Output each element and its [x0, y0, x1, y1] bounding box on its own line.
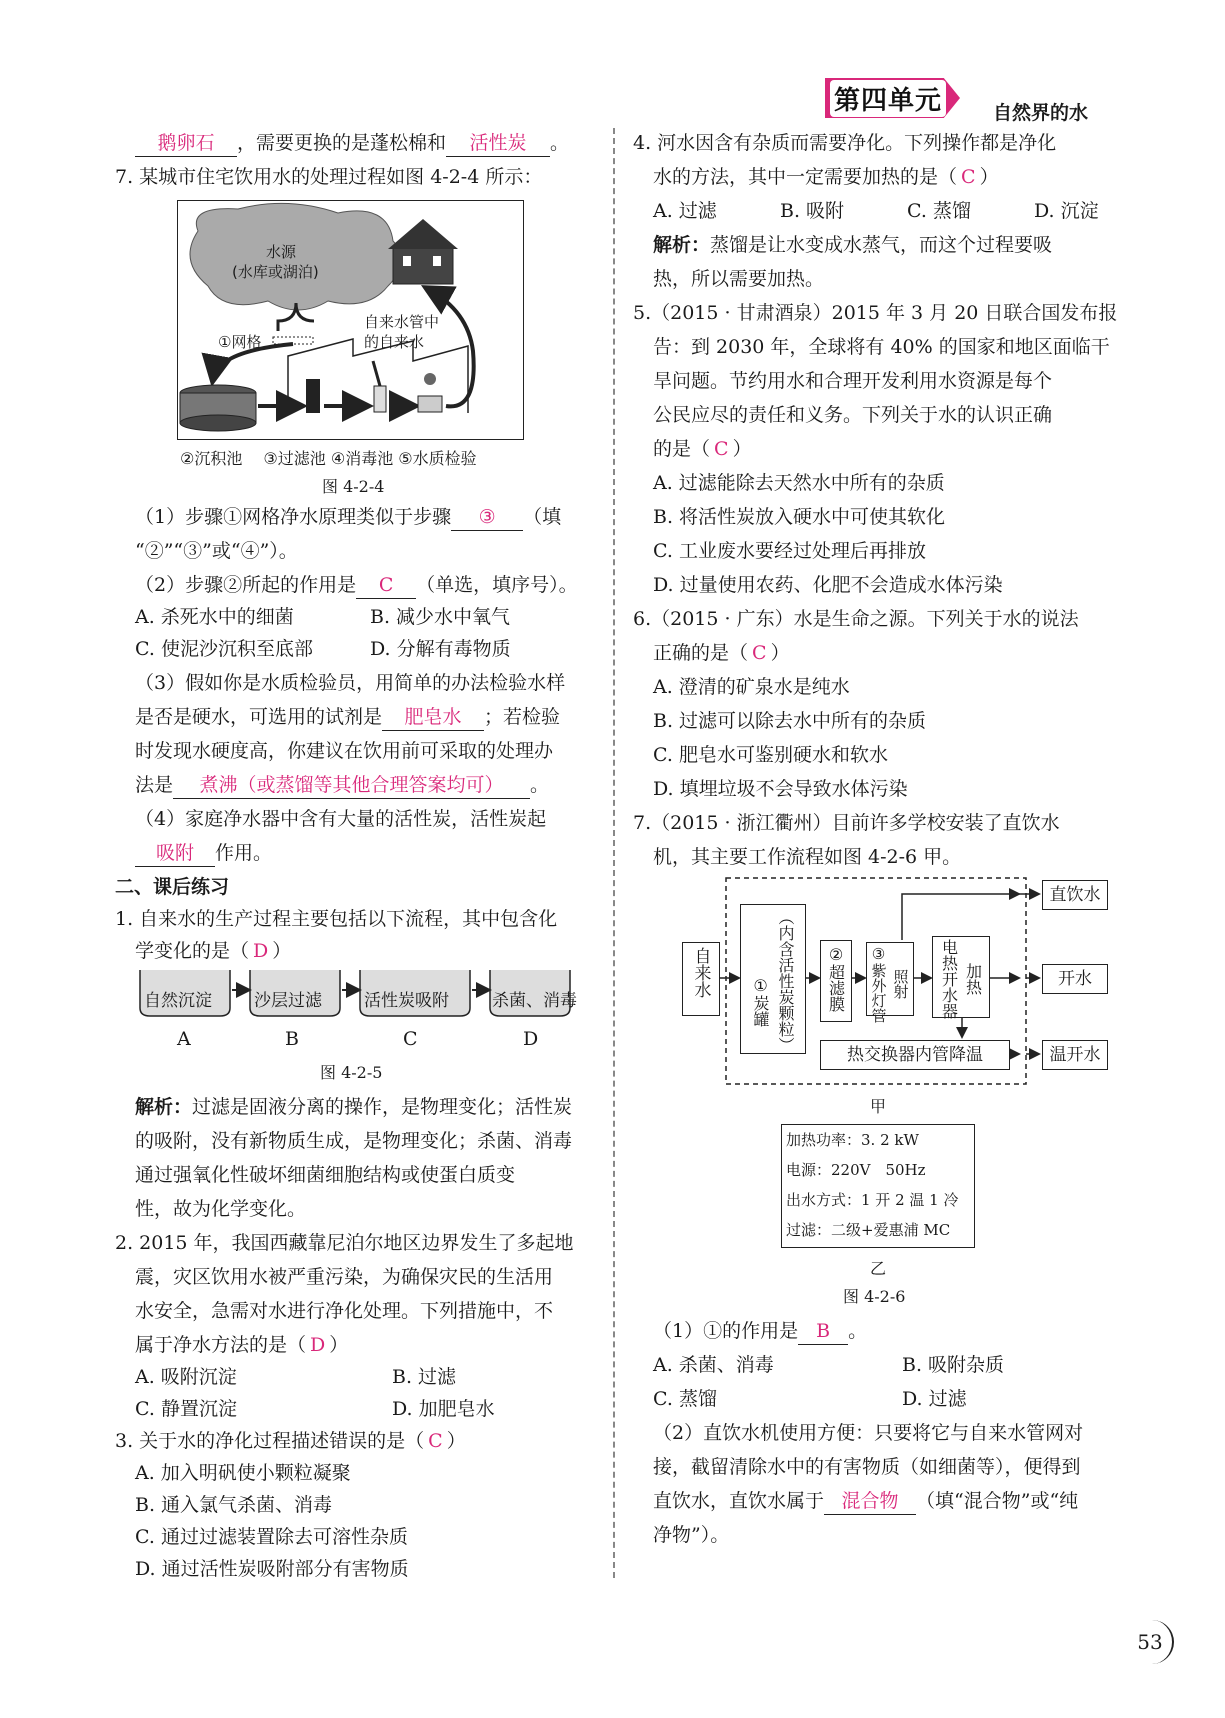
uv-lamp-box: 照射 ③紫外灯管	[866, 942, 914, 1016]
grid-label: ①网格	[218, 333, 262, 351]
heat-exchanger-box: 热交换器内管降温	[820, 1040, 1010, 1070]
option-d: D. 加肥皂水	[392, 1398, 495, 1420]
k2-line2: 震，灾区饮用水被严重污染，为确保灾民的生活用	[135, 1266, 554, 1288]
k1-line1: 1. 自来水的生产过程主要包括以下流程，其中包含化	[115, 908, 558, 930]
spec-row: 出水方式：1 开 2 温 1 冷	[786, 1191, 959, 1209]
k4-explanation-1: 解析：蒸馏是让水变成水蒸气，而这个过程要吸	[653, 234, 1053, 256]
p3-line3: 时发现水硬度高，你建议在饮用前可采取的处理办	[135, 740, 554, 762]
answer-blank: 吸附	[135, 840, 215, 867]
p3-line4: 法是 煮沸（或蒸馏等其他合理答案均可） 。	[135, 772, 549, 799]
answer-blank: 煮沸（或蒸馏等其他合理答案均可）	[173, 772, 530, 799]
s2-line3: 直饮水，直饮水属于 混合物 （填“混合物”或“纯	[653, 1488, 1078, 1515]
figure-4-2-4	[177, 200, 524, 440]
k4-line1: 4. 河水因含有杂质而需要净化。下列操作都是净化	[633, 132, 1057, 154]
q7-stem: 7. 某城市住宅饮用水的处理过程如图 4-2-4 所示：	[115, 166, 543, 188]
k5-line5: 的是（ C ）	[653, 438, 752, 460]
s2-line1: （2）直饮水机使用方便：只要将它与自来水管网对	[653, 1422, 1084, 1444]
carbon-tank-box: （内含活性炭颗粒） ①炭罐	[740, 904, 806, 1054]
option-b: B. 减少水中氧气	[370, 606, 511, 628]
answer-blank: B	[798, 1318, 848, 1345]
option-d: D. 过量使用农药、化肥不会造成水体污染	[653, 574, 1003, 596]
page-number: 53	[1128, 1620, 1174, 1664]
k7-line2: 机，其主要工作流程如图 4-2-6 甲。	[653, 846, 962, 868]
step-letter: A	[177, 1028, 191, 1050]
figure-4-2-5-caption: 图 4-2-5	[320, 1063, 383, 1082]
step-label: 自然沉淀	[144, 991, 212, 1011]
option-a: A. 加入明矾使小颗粒凝聚	[135, 1462, 351, 1484]
pipe-label-2: 的自来水	[364, 333, 425, 351]
spec-table	[781, 1124, 975, 1248]
k2-line3: 水安全，急需对水进行净化处理。下列措施中，不	[135, 1300, 554, 1322]
section-heading: 二、课后练习	[115, 876, 230, 898]
k5-line1: 5.（2015 · 甘肃酒泉）2015 年 3 月 20 日联合国发布报	[633, 302, 1118, 324]
option-a: A. 过滤	[653, 200, 717, 222]
water-treatment-diagram	[178, 201, 523, 439]
output-warm-box: 温开水	[1042, 1040, 1108, 1070]
option-c: C. 通过过滤装置除去可溶性杂质	[135, 1526, 408, 1548]
option-c: C. 使泥沙沉积至底部	[135, 638, 313, 660]
figure-jia-label: 甲	[870, 1097, 887, 1116]
option-a: A. 澄清的矿泉水是纯水	[653, 676, 850, 698]
p1-line1: （1）步骤①网格净水原理类似于步骤 ③ （填	[135, 504, 561, 531]
option-c: C. 静置沉淀	[135, 1398, 237, 1420]
spec-row: 加热功率：3. 2 kW	[786, 1131, 919, 1149]
k1-line2: 学变化的是（ D ）	[135, 940, 292, 962]
option-c: C. 蒸馏	[653, 1388, 717, 1410]
step-label: 活性炭吸附	[364, 991, 449, 1011]
figure-yi-label: 乙	[870, 1259, 887, 1278]
k5-line4: 公民应尽的责任和义务。下列关于水的认识正确	[653, 404, 1053, 426]
s2-line2: 接，截留清除水中的有害物质（如细菌等），便得到	[653, 1456, 1081, 1478]
option-b: B. 将活性炭放入硬水中可使其软化	[653, 506, 946, 528]
s2-line4: 净物”）。	[653, 1524, 730, 1546]
figure-4-2-6-flow	[680, 876, 1146, 1086]
k1-explanation-3: 通过强氧化性破坏细菌细胞结构或使蛋白质变	[135, 1164, 516, 1186]
ultrafiltration-box: ②超滤膜	[820, 940, 852, 1022]
option-a: A. 过滤能除去天然水中所有的杂质	[653, 472, 945, 494]
k3-stem: 3. 关于水的净化过程描述错误的是（ C ）	[115, 1430, 466, 1452]
option-c: C. 蒸馏	[907, 200, 971, 222]
inlet-box: 自来水	[682, 942, 720, 1016]
answer-blank: 鹅卵石	[135, 130, 237, 157]
option-a: A. 杀死水中的细菌	[135, 606, 294, 628]
k4-line2: 水的方法，其中一定需要加热的是（ C ）	[653, 166, 999, 188]
option-d: D. 过滤	[902, 1388, 967, 1410]
spec-row: 过滤：二级+爱惠浦 MC	[786, 1221, 951, 1239]
left-line-1: 鹅卵石 ，需要更换的是蓬松棉和 活性炭 。	[135, 130, 569, 157]
figure-4-2-4-caption: 图 4-2-4	[322, 477, 385, 496]
spec-row: 电源：220V 50Hz	[786, 1161, 926, 1179]
answer-blank: C	[356, 572, 416, 599]
p1-line2: “②”“③”或“④”）。	[135, 540, 298, 562]
option-a: A. 杀菌、消毒	[653, 1354, 774, 1376]
answer-blank: ③	[451, 504, 523, 531]
option-d: D. 通过活性炭吸附部分有害物质	[135, 1558, 409, 1580]
step-letter: B	[285, 1028, 299, 1050]
column-divider	[613, 128, 615, 1578]
k7-line1: 7.（2015 · 浙江衢州）目前许多学校安装了直饮水	[633, 812, 1060, 834]
unit-subtitle: 自然界的水	[993, 102, 1089, 124]
answer-blank: 活性炭	[446, 130, 550, 157]
answer-blank: 肥皂水	[382, 704, 484, 731]
figure-4-2-4-labels: ②沉积池 ③过滤池 ④消毒池 ⑤水质检验	[180, 449, 477, 468]
p4-line1: （4）家庭净水器中含有大量的活性炭，活性炭起	[135, 808, 547, 830]
option-a: A. 吸附沉淀	[135, 1366, 237, 1388]
k2-line4: 属于净水方法的是（ D ）	[135, 1334, 349, 1356]
option-c: C. 工业废水要经过处理后再排放	[653, 540, 926, 562]
p3-line2: 是否是硬水，可选用的试剂是 肥皂水 ；若检验	[135, 704, 560, 731]
heater-box: 加热 电热开水器	[932, 936, 990, 1018]
step-label: 杀菌、消毒	[492, 991, 577, 1011]
k6-line2: 正确的是（ C ）	[653, 642, 790, 664]
unit-title: 第四单元	[830, 80, 946, 117]
option-b: B. 通入氯气杀菌、消毒	[135, 1494, 333, 1516]
source-sublabel: (水库或湖泊)	[232, 263, 319, 281]
option-b: B. 过滤	[392, 1366, 457, 1388]
step-letter: D	[523, 1028, 539, 1050]
option-b: B. 过滤可以除去水中所有的杂质	[653, 710, 927, 732]
option-d: D. 填埋垃圾不会导致水体污染	[653, 778, 908, 800]
k4-explanation-2: 热，所以需要加热。	[653, 268, 825, 290]
figure-4-2-6-caption: 图 4-2-6	[843, 1287, 906, 1306]
k1-explanation-4: 性，故为化学变化。	[135, 1198, 307, 1220]
step-letter: C	[403, 1028, 418, 1050]
option-c: C. 肥皂水可鉴别硬水和软水	[653, 744, 888, 766]
p4-line2: 吸附 作用。	[135, 840, 272, 867]
p3-line1: （3）假如你是水质检验员，用简单的办法检验水样	[135, 672, 566, 694]
output-boiling-box: 开水	[1042, 964, 1108, 994]
figure-4-2-5	[138, 968, 578, 1026]
option-d: D. 沉淀	[1034, 200, 1099, 222]
step-label: 沙层过滤	[254, 991, 322, 1011]
option-b: B. 吸附杂质	[902, 1354, 1005, 1376]
answer-blank: 混合物	[824, 1488, 916, 1515]
s1-stem: （1）①的作用是 B 。	[653, 1318, 867, 1345]
k5-line2: 告：到 2030 年，全球将有 40% 的国家和地区面临干	[653, 336, 1110, 358]
k5-line3: 旱问题。节约用水和合理开发利用水资源是每个	[653, 370, 1053, 392]
k2-line1: 2. 2015 年，我国西藏靠尼泊尔地区边界发生了多起地	[115, 1232, 574, 1254]
output-direct-box: 直饮水	[1042, 880, 1108, 910]
p2-line1: （2）步骤②所起的作用是 C （单选，填序号）。	[135, 572, 578, 599]
k1-explanation-1: 解析：过滤是固液分离的操作，是物理变化；活性炭	[135, 1096, 573, 1118]
pipe-label-1: 自来水管中	[364, 313, 440, 331]
k6-line1: 6.（2015 · 广东）水是生命之源。下列关于水的说法	[633, 608, 1079, 630]
k1-explanation-2: 的吸附，没有新物质生成，是物理变化；杀菌、消毒	[135, 1130, 573, 1152]
option-d: D. 分解有毒物质	[370, 638, 511, 660]
option-b: B. 吸附	[780, 200, 845, 222]
source-label: 水源	[266, 243, 297, 261]
